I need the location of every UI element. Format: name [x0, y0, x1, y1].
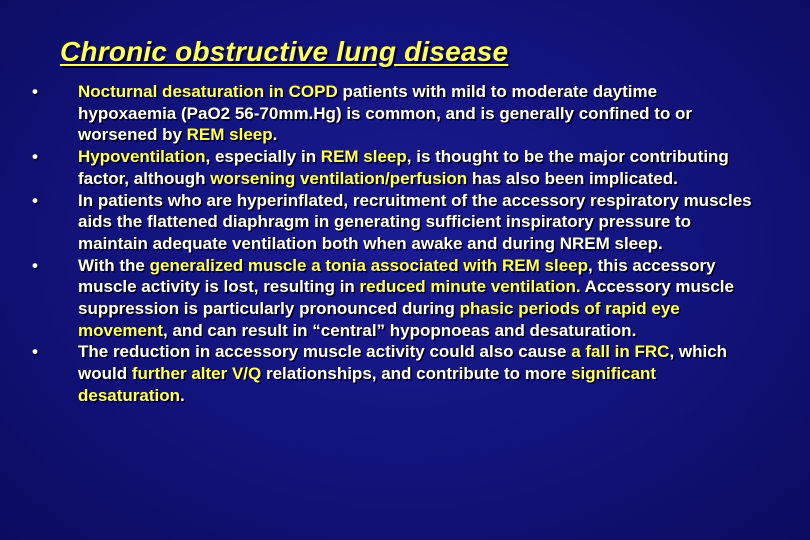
bullet-item: [28, 255, 758, 342]
bullet-text: [78, 256, 734, 340]
text-segment: With the: [78, 255, 150, 275]
bullet-item: [28, 341, 758, 406]
slide-title: Chronic obstructive lung disease: [60, 36, 509, 67]
bullet-marker: •: [32, 82, 38, 101]
bullet-marker: •: [32, 255, 38, 275]
text-segment: .: [180, 385, 185, 405]
bullet-list: [28, 81, 758, 407]
highlighted-text: REM sleep: [320, 147, 407, 167]
bullet-text: [78, 82, 692, 144]
bullet-item: [28, 190, 758, 255]
highlighted-text: further alter V/Q: [131, 364, 262, 384]
text-segment: In patients who are hyperinflated, recruitment of the accessory respiratory muscles aids the flattened diaphragm in generating sufficient inspiratory pressure to maintain adequate ventilation both when awake and during NREM sleep.: [78, 190, 752, 253]
highlighted-text: Nocturnal desaturation in COPD: [78, 82, 338, 101]
bullet-item: [28, 146, 758, 189]
text-segment: , especially in: [205, 147, 321, 167]
slide-body: [28, 81, 758, 407]
bullet-text: [78, 191, 752, 253]
bullet-text: [78, 342, 727, 404]
highlighted-text: generalized muscle a tonia associated with REM sleep: [149, 255, 588, 275]
bullet-text: [78, 147, 729, 188]
highlighted-text: significant desaturation: [78, 364, 657, 405]
bullet-marker: •: [32, 147, 38, 167]
text-segment: , which would: [78, 342, 728, 384]
text-segment: .: [272, 125, 278, 145]
highlighted-text: a fall in FRC: [571, 342, 670, 362]
text-segment: patients with mild to moderate daytime hypoxaemia (PaO2 56-70mm.Hg) is common, and is generally confined to or worsened by: [78, 82, 693, 145]
highlighted-text: reduced minute ventilation.: [359, 277, 581, 297]
text-segment: , is thought to be the major contributing factor, although: [78, 147, 729, 188]
text-segment: , and can result in “central” hypopnoeas and desaturation.: [163, 320, 637, 340]
highlighted-text: worsening ventilation/perfusion: [210, 168, 468, 188]
bullet-marker: •: [32, 190, 38, 210]
highlighted-text: REM sleep: [186, 125, 273, 145]
highlighted-text: Hypoventilation: [78, 147, 206, 167]
bullet-item: [28, 81, 758, 146]
text-segment: has also been implicated.: [467, 168, 678, 188]
bullet-marker: •: [32, 342, 38, 362]
text-segment: The reduction in accessory muscle activity could also cause: [78, 342, 572, 362]
text-segment: , this accessory muscle activity is lost, resulting in: [78, 255, 716, 297]
text-segment: Accessory muscle suppression is particularly pronounced during: [78, 277, 734, 319]
text-segment: relationships, and contribute to more: [261, 364, 572, 384]
highlighted-text: phasic periods of rapid eye movement: [78, 299, 680, 340]
